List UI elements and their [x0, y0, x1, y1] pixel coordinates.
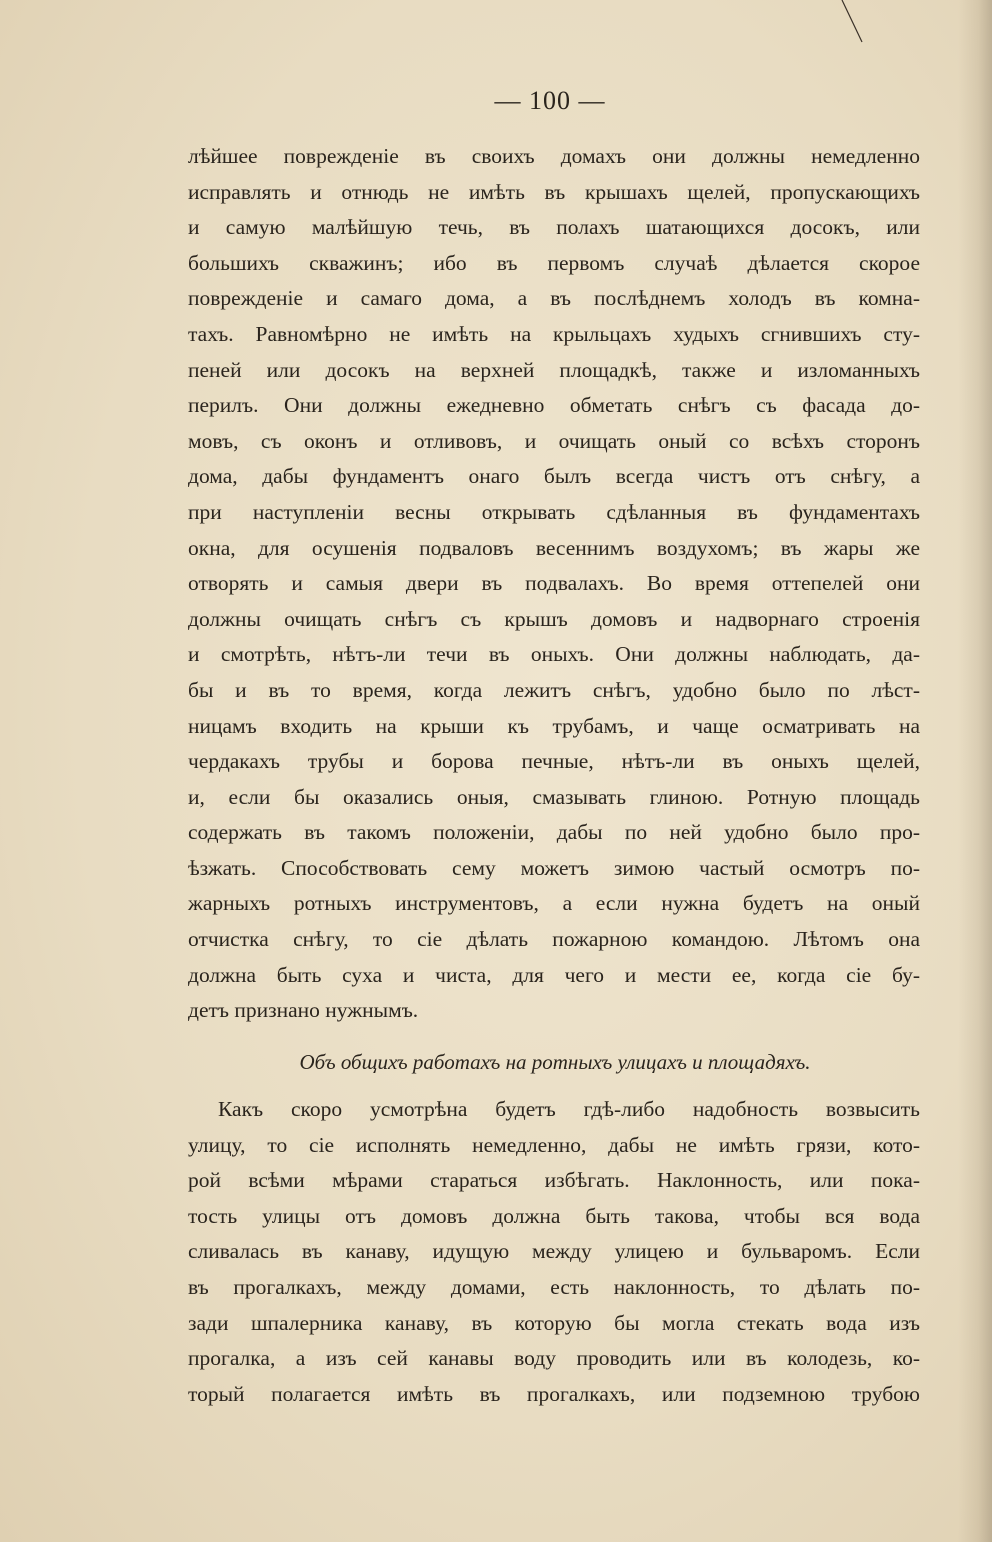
text-line: торый полагается имѣть въ прогалкахъ, или подземною трубою — [188, 1381, 920, 1406]
text-line: рой всѣми мѣрами стараться избѣгать. Наклонность, или пока- — [188, 1168, 920, 1193]
text-line: дома, дабы фундаментъ онаго былъ всегда чистъ отъ снѣгу, а — [188, 464, 920, 489]
text-line: жарныхъ ротныхъ инструментовъ, а если нужна будетъ на оный — [188, 891, 920, 916]
text-line: должны очищать снѣгъ съ крышъ домовъ и надворнаго строенія — [188, 606, 920, 631]
text-line: поврежденіе и самаго дома, а въ послѣднемъ холодъ въ комна- — [188, 286, 920, 311]
text-line: и смотрѣть, нѣтъ-ли течи въ оныхъ. Они должны наблюдать, да- — [188, 642, 920, 667]
text-line: и самую малѣйшую течь, въ полахъ шатающихся досокъ, или — [188, 215, 920, 240]
text-line: тахъ. Равномѣрно не имѣть на крыльцахъ худыхъ сгнившихъ сту- — [188, 321, 920, 346]
text-line: Какъ скоро усмотрѣна будетъ гдѣ-либо надобность возвысить — [218, 1097, 920, 1121]
page-number: — 100 — — [494, 86, 606, 115]
text-line: и, если бы оказались оныя, смазывать глиною. Ротную площадь — [188, 784, 920, 809]
text-line: большихъ скважинъ; ибо въ первомъ случаѣ дѣлается скорое — [188, 250, 920, 275]
text-line: окна, для осушенія подваловъ весеннимъ воздухомъ; въ жары же — [188, 535, 920, 560]
text-line: ѣзжать. Способствовать сему можетъ зимою частый осмотръ по- — [188, 855, 920, 880]
text-line: зади шпалерника канаву, въ которую бы могла стекать вода изъ — [188, 1310, 920, 1335]
text-line: при наступленіи весны открывать сдѣланныя въ фундаментахъ — [188, 499, 920, 524]
text-line: отворять и самыя двери въ подвалахъ. Во время оттепелей они — [188, 571, 920, 596]
text-line: въ прогалкахъ, между домами, есть наклонность, то дѣлать по- — [188, 1274, 920, 1299]
paragraph-2 — [188, 1092, 920, 1412]
text-line: лѣйшее поврежденіе въ своихъ домахъ они должны немедленно — [188, 144, 920, 168]
text-line: отчистка снѣгу, то сіе дѣлать пожарною командою. Лѣтомъ она — [188, 927, 920, 952]
section-heading: Объ общихъ работахъ на ротныхъ улицахъ и площадяхъ. — [299, 1050, 811, 1074]
text-line: должна быть суха и чиста, для чего и мести ее, когда сіе бу- — [188, 962, 920, 987]
text-line: детъ признано нужнымъ. — [188, 998, 419, 1023]
text-line: содержать въ такомъ положеніи, дабы по ней удобно было про- — [188, 820, 920, 845]
text-line: перилъ. Они должны ежедневно обметать снѣгъ съ фасада до- — [188, 393, 920, 418]
paragraph-1 — [188, 139, 920, 1029]
text-line: прогалка, а изъ сей канавы воду проводить или въ колодезь, ко- — [188, 1346, 920, 1371]
page-edge-shadow — [958, 0, 992, 1542]
text-line: сливалась въ канаву, идущую между улицею и бульваромъ. Если — [188, 1239, 920, 1264]
text-line: ницамъ входить на крыши къ трубамъ, и чаще осматривать на — [188, 713, 920, 738]
text-line: мовъ, съ оконъ и отливовъ, и очищать оный со всѣхъ сторонъ — [188, 428, 920, 453]
text-line: чердакахъ трубы и борова печные, нѣтъ-ли въ оныхъ щелей, — [188, 749, 920, 774]
page-corner-mark — [0, 0, 992, 60]
text-line: пеней или досокъ на верхней площадкѣ, также и изломанныхъ — [188, 357, 920, 382]
text-line: улицу, то сіе исполнять немедленно, дабы не имѣть грязи, кото- — [188, 1132, 920, 1157]
text-line: бы и въ то время, когда лежитъ снѣгъ, удобно было по лѣст- — [188, 677, 920, 702]
text-line: исправлять и отнюдь не имѣть въ крышахъ щелей, пропускающихъ — [188, 179, 920, 204]
text-line: тость улицы отъ домовъ должна быть такова, чтобы вся вода — [188, 1203, 920, 1228]
